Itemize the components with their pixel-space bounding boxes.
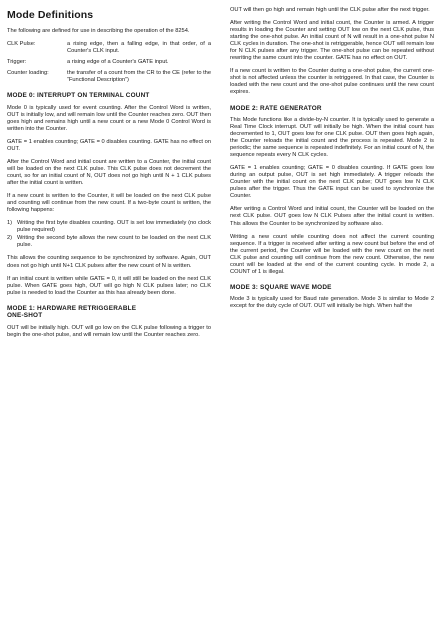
mode0-paragraph: If an initial count is written while GATE = 0, it will still be loaded on the next CLK pulse. When GATE goes high, OUT will go high N CLK pulses later; no CLK pulse is needed to load the Counter as this has already been done. bbox=[7, 275, 211, 296]
mode2-paragraph: After writing a Control Word and initial count, the Counter will be loaded on the next CLK pulse. OUT goes low N CLK Pulses after the initial count is written. This allows the Counter to be synchronized by software also. bbox=[230, 206, 434, 227]
definition-clk-pulse bbox=[7, 41, 211, 55]
mode2-paragraph: This Mode functions like a divide-by-N counter. It is typically used to generate a Real Time Clock interrupt. OUT will initially be high. When the initial count has decremented to 1, OUT goes low for one CLK pulse. OUT then goes high again, the Counter reloads the initial count and the process is repeated. Mode 2 is periodic; the same sequence is repeated indefinitely. For an initial count of N, the sequence repeats every N CLK cycles. bbox=[230, 116, 434, 159]
definition-counter-loading bbox=[7, 70, 211, 84]
mode0-paragraph: If a new count is written to the Counter, it will be loaded on the next CLK pulse and counting will continue from the new count. If a two-byte count is written, the following happens: bbox=[7, 193, 211, 214]
right-column bbox=[230, 7, 434, 316]
definition-trigger bbox=[7, 59, 211, 66]
mode1-paragraph: OUT will then go high and remain high until the CLK pulse after the next trigger. bbox=[230, 7, 430, 13]
list-text: Writing the first byte disables counting. OUT is set low immediately (no clock pulse required) bbox=[17, 220, 211, 234]
mode2-paragraph: GATE = 1 enables counting; GATE = 0 disables counting. If GATE goes low during an output pulse, OUT is set high immediately. A trigger reloads the Counter with the initial count on the next CLK pulse; OUT goes low N CLK pulses after the trigger. Thus the GATE input can be used to synchronize the Counter. bbox=[230, 165, 434, 200]
intro-paragraph: The following are defined for use in describing the operation of the 8254. bbox=[7, 28, 190, 34]
mode1-heading-line: ONE-SHOT bbox=[7, 312, 43, 320]
mode0-paragraph: GATE = 1 enables counting; GATE = 0 disables counting. GATE has no effect on OUT. bbox=[7, 138, 211, 152]
mode1-paragraph: If a new count is written to the Counter during a one-shot pulse, the current one-shot is not affected unless the counter is retriggered. In that case, the Counter is loaded with the new count and the one-shot pulse continues until the new count expires. bbox=[230, 68, 434, 96]
mode0-list bbox=[7, 220, 211, 249]
list-item bbox=[7, 235, 211, 249]
definition-term: Trigger: bbox=[7, 59, 27, 66]
mode3-paragraph: Mode 3 is typically used for Baud rate generation. Mode 3 is similar to Mode 2 except for the duty cycle of OUT. OUT will initially be high. When half the bbox=[230, 296, 434, 310]
mode3-heading: MODE 3: SQUARE WAVE MODE bbox=[230, 283, 332, 291]
mode0-paragraph: This allows the counting sequence to be synchronized by software. Again, OUT does not go high until N+1 CLK pulses after the new count of N is written. bbox=[7, 255, 211, 269]
definition-term: CLK Pulse: bbox=[7, 41, 36, 48]
mode1-paragraph: After writing the Control Word and initial count, the Counter is armed. A trigger results in loading the Counter and setting OUT low on the next CLK pulse, thus starting the one-shot pulse. An initial count of N will result in a one-shot pulse N CLK cycles in duration. The one-shot is retriggerable, hence OUT will remain low for N CLK pulses after any trigger. The one-shot pulse can be repeated without rewriting the same count into the counter. GATE has no effect on OUT. bbox=[230, 20, 434, 62]
definition-text: a rising edge of a Counter's GATE input. bbox=[67, 59, 169, 66]
mode1-heading-line: MODE 1: HARDWARE RETRIGGERABLE bbox=[7, 304, 137, 312]
list-number: 2) bbox=[7, 235, 13, 242]
mode0-paragraph: After the Control Word and initial count are written to a Counter, the initial count will be loaded on the next CLK pulse. This CLK pulse does not decrement the count, so for an initial count of N, OUT does not go high until N + 1 CLK pulses after the initial count is written. bbox=[7, 158, 211, 187]
list-text: Writing the second byte allows the new count to be loaded on the next CLK pulse. bbox=[17, 235, 211, 249]
mode1-paragraph: OUT will be initially high. OUT will go low on the CLK pulse following a trigger to begin the one-shot pulse, and will remain low until the Counter reaches zero. bbox=[7, 324, 211, 338]
list-number: 1) bbox=[7, 220, 13, 227]
mode2-paragraph: Writing a new count while counting does not affect the current counting sequence. If a trigger is received after writing a new count but before the end of the current period, the Counter will be loaded with the new count on the next CLK pulse and counting will continue from the new count. Otherwise, the new count will be loaded at the end of the current counting cycle. In mode 2, a COUNT of 1 is illegal. bbox=[230, 233, 434, 275]
definition-text: a rising edge, then a falling edge, in that order, of a Counter's CLK input. bbox=[67, 41, 211, 55]
left-column bbox=[7, 7, 211, 345]
list-item bbox=[7, 220, 211, 234]
page-title: Mode Definitions bbox=[7, 9, 94, 21]
mode0-paragraph: Mode 0 is typically used for event counting. After the Control Word is written, OUT is initially low, and will remain low until the Counter reaches zero. OUT then goes high and remains high until a new count or a new Mode 0 Control Word is written into the Counter. bbox=[7, 104, 211, 132]
mode2-heading: MODE 2: RATE GENERATOR bbox=[230, 104, 322, 112]
definition-text: the transfer of a count from the CR to the CE (refer to the “Functional Description”) bbox=[67, 70, 211, 84]
definition-term: Counter loading: bbox=[7, 70, 49, 77]
mode1-heading bbox=[7, 305, 211, 320]
mode0-heading: MODE 0: INTERRUPT ON TERMINAL COUNT bbox=[7, 92, 150, 100]
